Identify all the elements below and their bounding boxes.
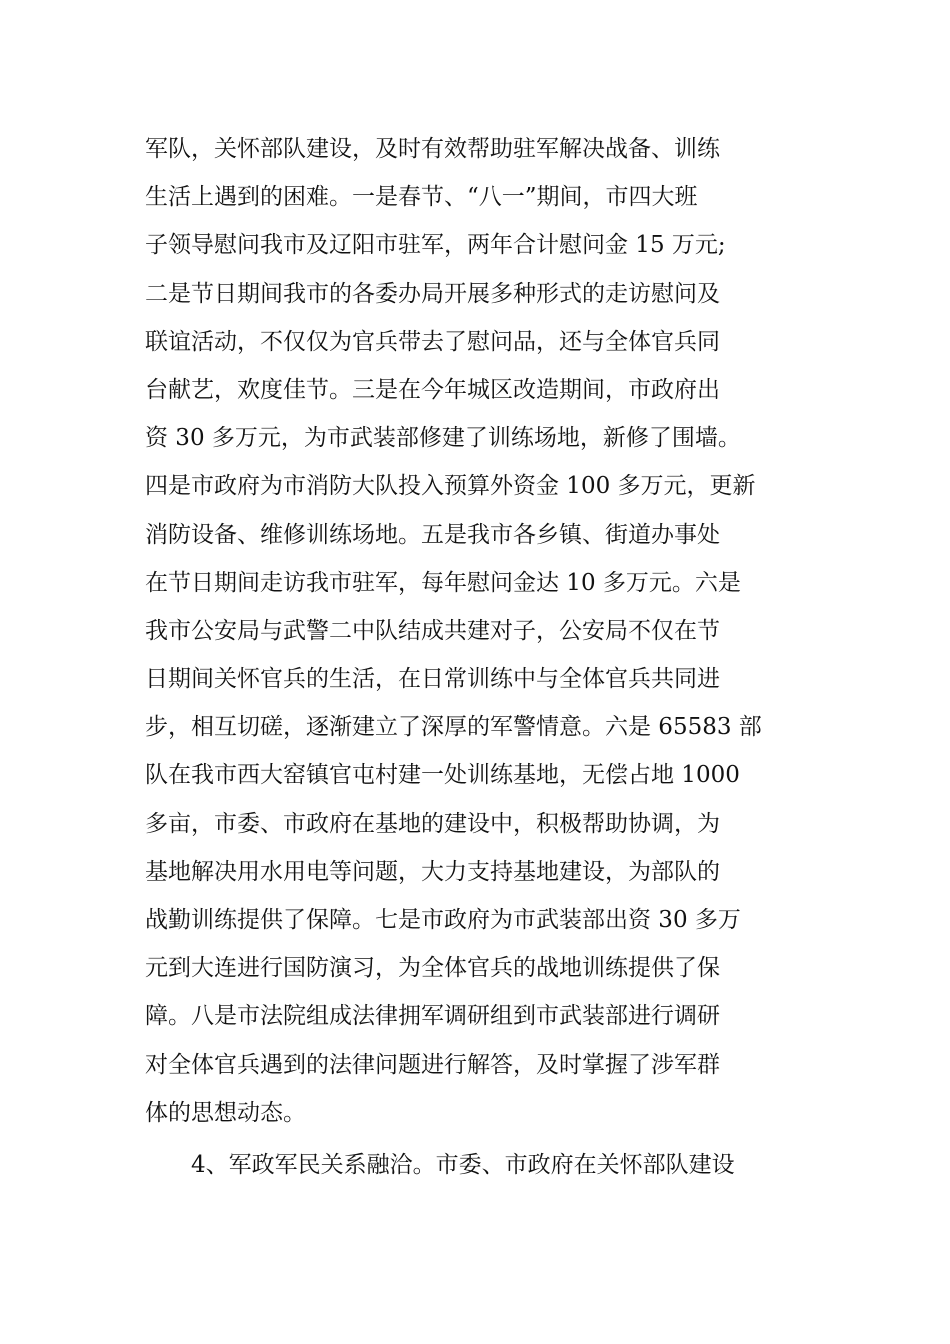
text-line: 台献艺，欢度佳节。三是在今年城区改造期间，市政府出	[145, 376, 720, 403]
text-line: 四是市政府为市消防大队投入预算外资金 100 多万元，更新	[145, 473, 756, 500]
text-line: 步，相互切磋，逐渐建立了深厚的军警情意。六是 65583 部	[145, 714, 762, 741]
paragraph-heading-line: 4、军政军民关系融洽。市委、市政府在关怀部队建设	[191, 1151, 735, 1178]
text-line: 消防设备、维修训练场地。五是我市各乡镇、街道办事处	[145, 521, 720, 548]
text-line: 队在我市西大窑镇官屯村建一处训练基地，无偿占地 1000	[145, 762, 740, 789]
text-line: 二是节日期间我市的各委办局开展多种形式的走访慰问及	[145, 280, 720, 307]
text-line: 我市公安局与武警二中队结成共建对子，公安局不仅在节	[145, 617, 720, 644]
text-line: 资 30 多万元，为市武装部修建了训练场地，新修了围墙。	[145, 425, 741, 452]
text-line: 对全体官兵遇到的法律问题进行解答，及时掌握了涉军群	[145, 1051, 720, 1078]
text-line: 在节日期间走访我市驻军，每年慰问金达 10 多万元。六是	[145, 569, 741, 596]
text-line: 体的思想动态。	[145, 1099, 306, 1126]
text-line: 基地解决用水用电等问题，大力支持基地建设，为部队的	[145, 858, 720, 885]
text-line: 日期间关怀官兵的生活，在日常训练中与全体官兵共同进	[145, 666, 720, 693]
text-line: 多亩，市委、市政府在基地的建设中，积极帮助协调，为	[145, 810, 720, 837]
text-line: 元到大连进行国防演习，为全体官兵的战地训练提供了保	[145, 955, 720, 982]
body-text	[145, 125, 810, 1189]
text-line: 障。八是市法院组成法律拥军调研组到市武装部进行调研	[145, 1003, 720, 1030]
text-line: 子领导慰问我市及辽阳市驻军，两年合计慰问金 15 万元;	[145, 232, 726, 259]
text-line: 生活上遇到的困难。一是春节、“八一”期间，市四大班	[145, 184, 698, 211]
text-line: 战勤训练提供了保障。七是市政府为市武装部出资 30 多万	[145, 907, 741, 933]
text-line: 军队，关怀部队建设，及时有效帮助驻军解决战备、训练	[145, 136, 720, 162]
text-line: 联谊活动，不仅仅为官兵带去了慰问品，还与全体官兵同	[145, 328, 720, 355]
